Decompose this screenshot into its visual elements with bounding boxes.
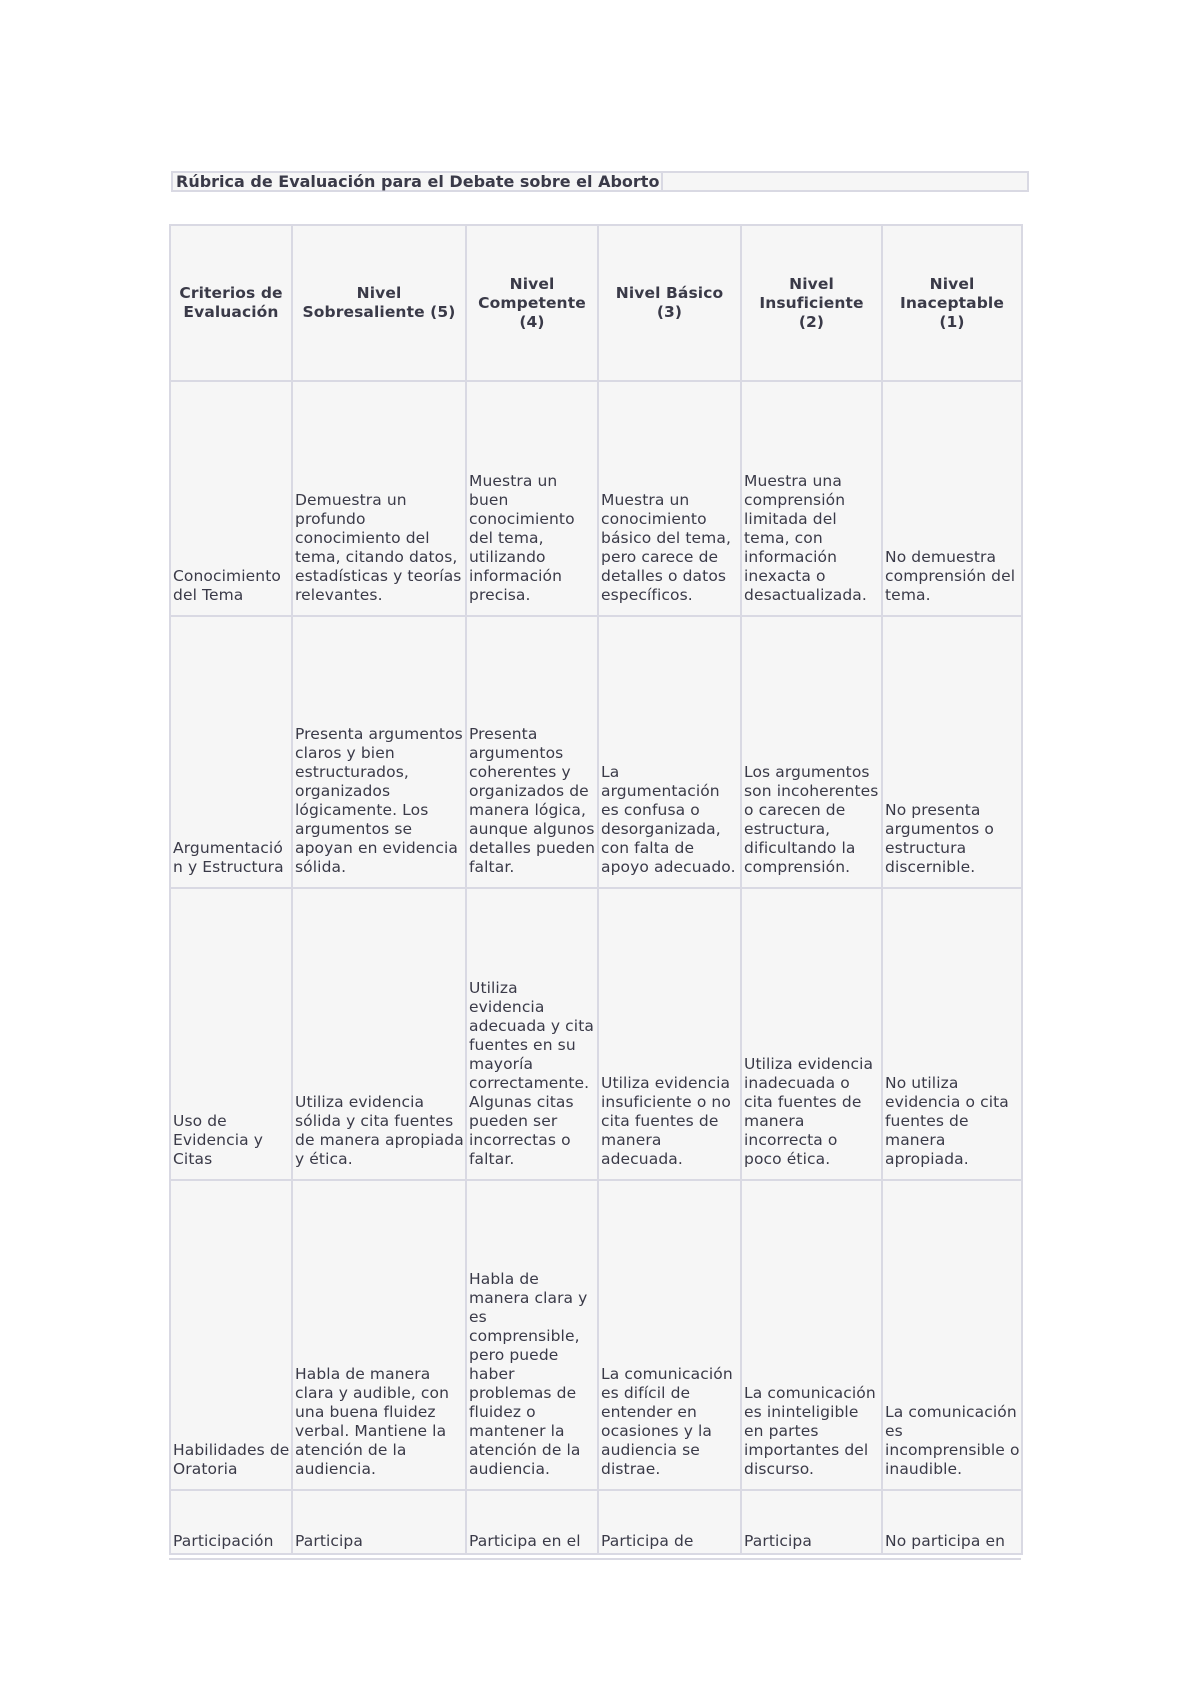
rubric-table bbox=[169, 224, 1023, 1555]
table-cell: La comunicación es difícil de entender en ocasiones y la audiencia se distrae. bbox=[598, 1180, 741, 1490]
header-row bbox=[170, 225, 1022, 381]
table-cell: La comunicación es ininteligible en partes importantes del discurso. bbox=[741, 1180, 882, 1490]
table-cell: Utiliza evidencia sólida y cita fuentes de manera apropiada y ética. bbox=[292, 888, 466, 1180]
table-row bbox=[170, 1180, 1022, 1490]
table-cell: Participa en el bbox=[466, 1490, 598, 1554]
table-cell: No demuestra comprensión del tema. bbox=[882, 381, 1022, 616]
table-cell: Habla de manera clara y es comprensible, pero puede haber problemas de fluidez o mantener la atención de la audiencia. bbox=[466, 1180, 598, 1490]
table-cell: No presenta argumentos o estructura discernible. bbox=[882, 616, 1022, 888]
table-cell: Presenta argumentos coherentes y organizados de manera lógica, aunque algunos detalles pueden faltar. bbox=[466, 616, 598, 888]
table-cell: La argumentación es confusa o desorganizada, con falta de apoyo adecuado. bbox=[598, 616, 741, 888]
table-cell: Los argumentos son incoherentes o carecen de estructura, dificultando la comprensión. bbox=[741, 616, 882, 888]
criterion-cell: Habilidades de Oratoria bbox=[170, 1180, 292, 1490]
table-cell: Demuestra un profundo conocimiento del tema, citando datos, estadísticas y teorías relevantes. bbox=[292, 381, 466, 616]
header-nivel-1: Nivel Inaceptable (1) bbox=[882, 225, 1022, 381]
criterion-cell: Conocimiento del Tema bbox=[170, 381, 292, 616]
table-cell: Habla de manera clara y audible, con una buena fluidez verbal. Mantiene la atención de la audiencia. bbox=[292, 1180, 466, 1490]
table-cell: Muestra una comprensión limitada del tema, con información inexacta o desactualizada. bbox=[741, 381, 882, 616]
criterion-cell: Argumentación y Estructura bbox=[170, 616, 292, 888]
table-row bbox=[170, 616, 1022, 888]
table-cell: Participa de bbox=[598, 1490, 741, 1554]
table-cell: Utiliza evidencia insuficiente o no cita fuentes de manera adecuada. bbox=[598, 888, 741, 1180]
document-title-text: Rúbrica de Evaluación para el Debate sobre el Aborto bbox=[176, 173, 663, 190]
table-cell: No utiliza evidencia o cita fuentes de manera apropiada. bbox=[882, 888, 1022, 1180]
header-nivel-2: Nivel Insuficiente (2) bbox=[741, 225, 882, 381]
table-row bbox=[170, 381, 1022, 616]
header-nivel-5: Nivel Sobresaliente (5) bbox=[292, 225, 466, 381]
table-row bbox=[170, 1490, 1022, 1554]
table-bottom-border bbox=[169, 1558, 1021, 1560]
document-title bbox=[171, 171, 1029, 192]
criterion-cell: Uso de Evidencia y Citas bbox=[170, 888, 292, 1180]
table-cell: Participa bbox=[292, 1490, 466, 1554]
table-cell: Utiliza evidencia inadecuada o cita fuentes de manera incorrecta o poco ética. bbox=[741, 888, 882, 1180]
header-nivel-4: Nivel Competente (4) bbox=[466, 225, 598, 381]
table-cell: Utiliza evidencia adecuada y cita fuentes en su mayoría correctamente. Algunas citas pueden ser incorrectas o faltar. bbox=[466, 888, 598, 1180]
table-cell: No participa en bbox=[882, 1490, 1022, 1554]
table-cell: Presenta argumentos claros y bien estructurados, organizados lógicamente. Los argumentos se apoyan en evidencia sólida. bbox=[292, 616, 466, 888]
table-cell: Participa bbox=[741, 1490, 882, 1554]
table-cell: Muestra un conocimiento básico del tema, pero carece de detalles o datos específicos. bbox=[598, 381, 741, 616]
table-row bbox=[170, 888, 1022, 1180]
table-cell: La comunicación es incomprensible o inaudible. bbox=[882, 1180, 1022, 1490]
header-nivel-3: Nivel Básico (3) bbox=[598, 225, 741, 381]
page-bottom-margin bbox=[0, 1560, 1200, 1698]
header-criterios: Criterios de Evaluación bbox=[170, 225, 292, 381]
criterion-cell: Participación bbox=[170, 1490, 292, 1554]
table-cell: Muestra un buen conocimiento del tema, utilizando información precisa. bbox=[466, 381, 598, 616]
